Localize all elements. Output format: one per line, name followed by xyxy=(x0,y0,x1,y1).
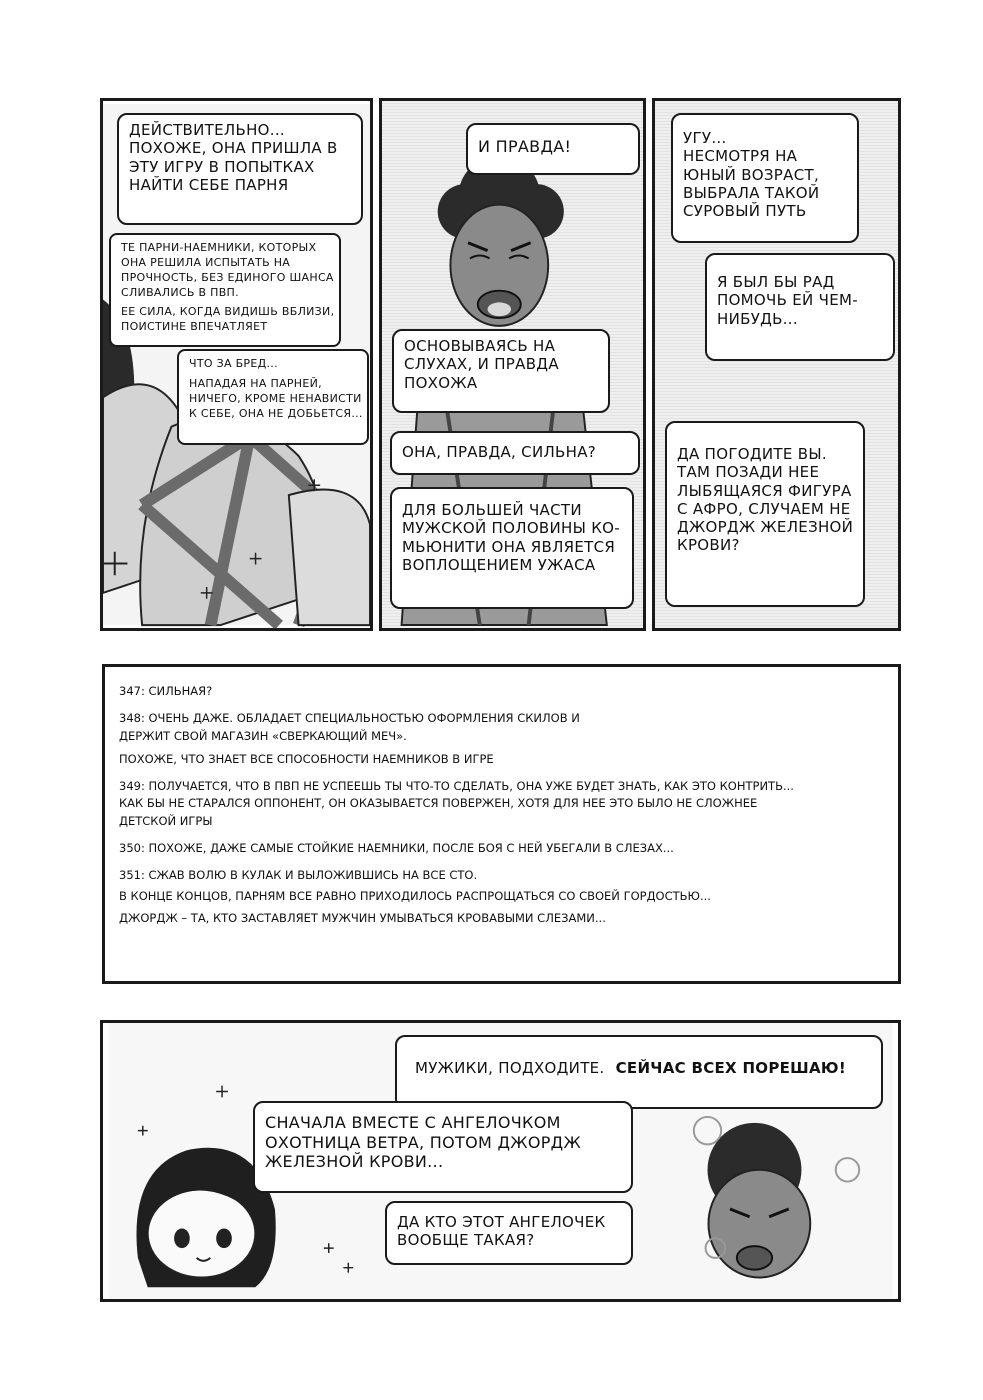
panel-4 xyxy=(100,1020,901,1302)
panel-3-bubble-c: ДА ПОГОДИТЕ ВЫ. ТАМ ПОЗАДИ НЕЕ ЛЫБЯЩАЯСЯ ФИГУРА С АФРО, СЛУЧАЕМ НЕ ДЖОРДЖ ЖЕЛЕЗНОЙ КРОВИ? xyxy=(665,421,865,607)
panel-4-bubble-c: ДА КТО ЭТОТ АНГЕЛОЧЕК ВООБЩЕ ТАКАЯ? xyxy=(385,1201,633,1265)
panel-4-bubble-a: МУЖИКИ, ПОДХОДИТЕ. СЕЙЧАС ВСЕХ ПОРЕШАЮ! xyxy=(395,1035,883,1109)
forum-post-349: 349: ПОЛУЧАЕТСЯ, ЧТО В ПВП НЕ УСПЕЕШЬ ТЫ ЧТО-ТО СДЕЛАТЬ, ОНА УЖЕ БУДЕТ ЗНАТЬ, КАК ЭТО КОНТРИТЬ... КАК БЫ НЕ СТАРАЛСЯ ОППОНЕНТ, ОН ОКАЗЫВАЕТСЯ ПОВЕРЖЕН, ХОТЯ ДЛЯ НЕЕ ЭТО БЫЛО НЕ СЛОЖНЕЕ ДЕТСКОЙ ИГРЫ xyxy=(119,779,794,828)
forum-post-348: 348: ОЧЕНЬ ДАЖЕ. ОБЛАДАЕТ СПЕЦИАЛЬНОСТЬЮ ОФОРМЛЕНИЯ СКИЛОВ И ДЕРЖИТ СВОЙ МАГАЗИН «СВЕРКАЮЩИЙ МЕЧ». ПОХОЖЕ, ЧТО ЗНАЕТ ВСЕ СПОСОБНОСТИ НАЕМНИКОВ В ИГРЕ xyxy=(119,711,580,766)
panel-3 xyxy=(652,98,901,631)
panel-4-bubble-b: СНАЧАЛА ВМЕСТЕ С АНГЕЛОЧКОМ ОХОТНИЦА ВЕТРА, ПОТОМ ДЖОРДЖ ЖЕЛЕЗНОЙ КРОВИ... xyxy=(253,1101,633,1193)
panel-2-bubble-c: ОНА, ПРАВДА, СИЛЬНА? xyxy=(390,431,640,475)
panel-1-bubble-c: ЧТО ЗА БРЕД... НАПАДАЯ НА ПАРНЕЙ, НИЧЕГО, КРОМЕ НЕНАВИСТИ К СЕБЕ, ОНА НЕ ДОБЬЕТСЯ... xyxy=(177,349,369,445)
panel-2-bubble-b: ОСНОВЫВАЯСЬ НА СЛУХАХ, И ПРАВДА ПОХОЖА xyxy=(392,329,610,413)
panel-3-bubble-a: УГУ... НЕСМОТРЯ НА ЮНЫЙ ВОЗРАСТ, ВЫБРАЛА ТАКОЙ СУРОВЫЙ ПУТЬ xyxy=(671,113,859,243)
panel-3-bubble-b: Я БЫЛ БЫ РАД ПОМОЧЬ ЕЙ ЧЕМ- НИБУДЬ... xyxy=(705,253,895,361)
forum-post-350: 350: ПОХОЖЕ, ДАЖЕ САМЫЕ СТОЙКИЕ НАЕМНИКИ, ПОСЛЕ БОЯ С НЕЙ УБЕГАЛИ В СЛЕЗАХ... xyxy=(119,840,674,855)
forum-post-347: 347: СИЛЬНАЯ? xyxy=(119,684,213,698)
panel-2-bubble-a: И ПРАВДА! xyxy=(466,123,640,175)
forum-post-351: 351: СЖАВ ВОЛЮ В КУЛАК И ВЫЛОЖИВШИСЬ НА ВСЕ СТО. В КОНЦЕ КОНЦОВ, ПАРНЯМ ВСЕ РАВНО ПРИХОДИЛОСЬ РАСПРОЩАТЬСЯ СО СВОЕЙ ГОРДОСТЬЮ... ДЖОРДЖ – ТА, КТО ЗАСТАВЛЯЕТ МУЖЧИН УМЫВАТЬСЯ КРОВАВЫМИ СЛЕЗАМИ... xyxy=(119,868,711,925)
panel-2-bubble-d: ДЛЯ БОЛЬШЕЙ ЧАСТИ МУЖСКОЙ ПОЛОВИНЫ КО- МЬЮНИТИ ОНА ЯВЛЯЕТСЯ ВОПЛОЩЕНИЕМ УЖАСА xyxy=(390,487,634,609)
panel-1-bubble-a: ДЕЙСТВИТЕЛЬНО... ПОХОЖЕ, ОНА ПРИШЛА В ЭТУ ИГРУ В ПОПЫТКАХ НАЙТИ СЕБЕ ПАРНЯ xyxy=(117,113,363,225)
panel-1 xyxy=(100,98,373,631)
forum-thread-panel xyxy=(102,664,901,984)
panel-1-bubble-b: ТЕ ПАРНИ-НАЕМНИКИ, КОТОРЫХ ОНА РЕШИЛА ИСПЫТАТЬ НА ПРОЧНОСТЬ, БЕЗ ЕДИНОГО ШАНСА СЛИВАЛИСЬ В ПВП. ЕЕ СИЛА, КОГДА ВИДИШЬ ВБЛИЗИ, ПОИСТИНЕ ВПЕЧАТЛЯЕТ xyxy=(109,233,341,347)
panel-2 xyxy=(379,98,646,631)
